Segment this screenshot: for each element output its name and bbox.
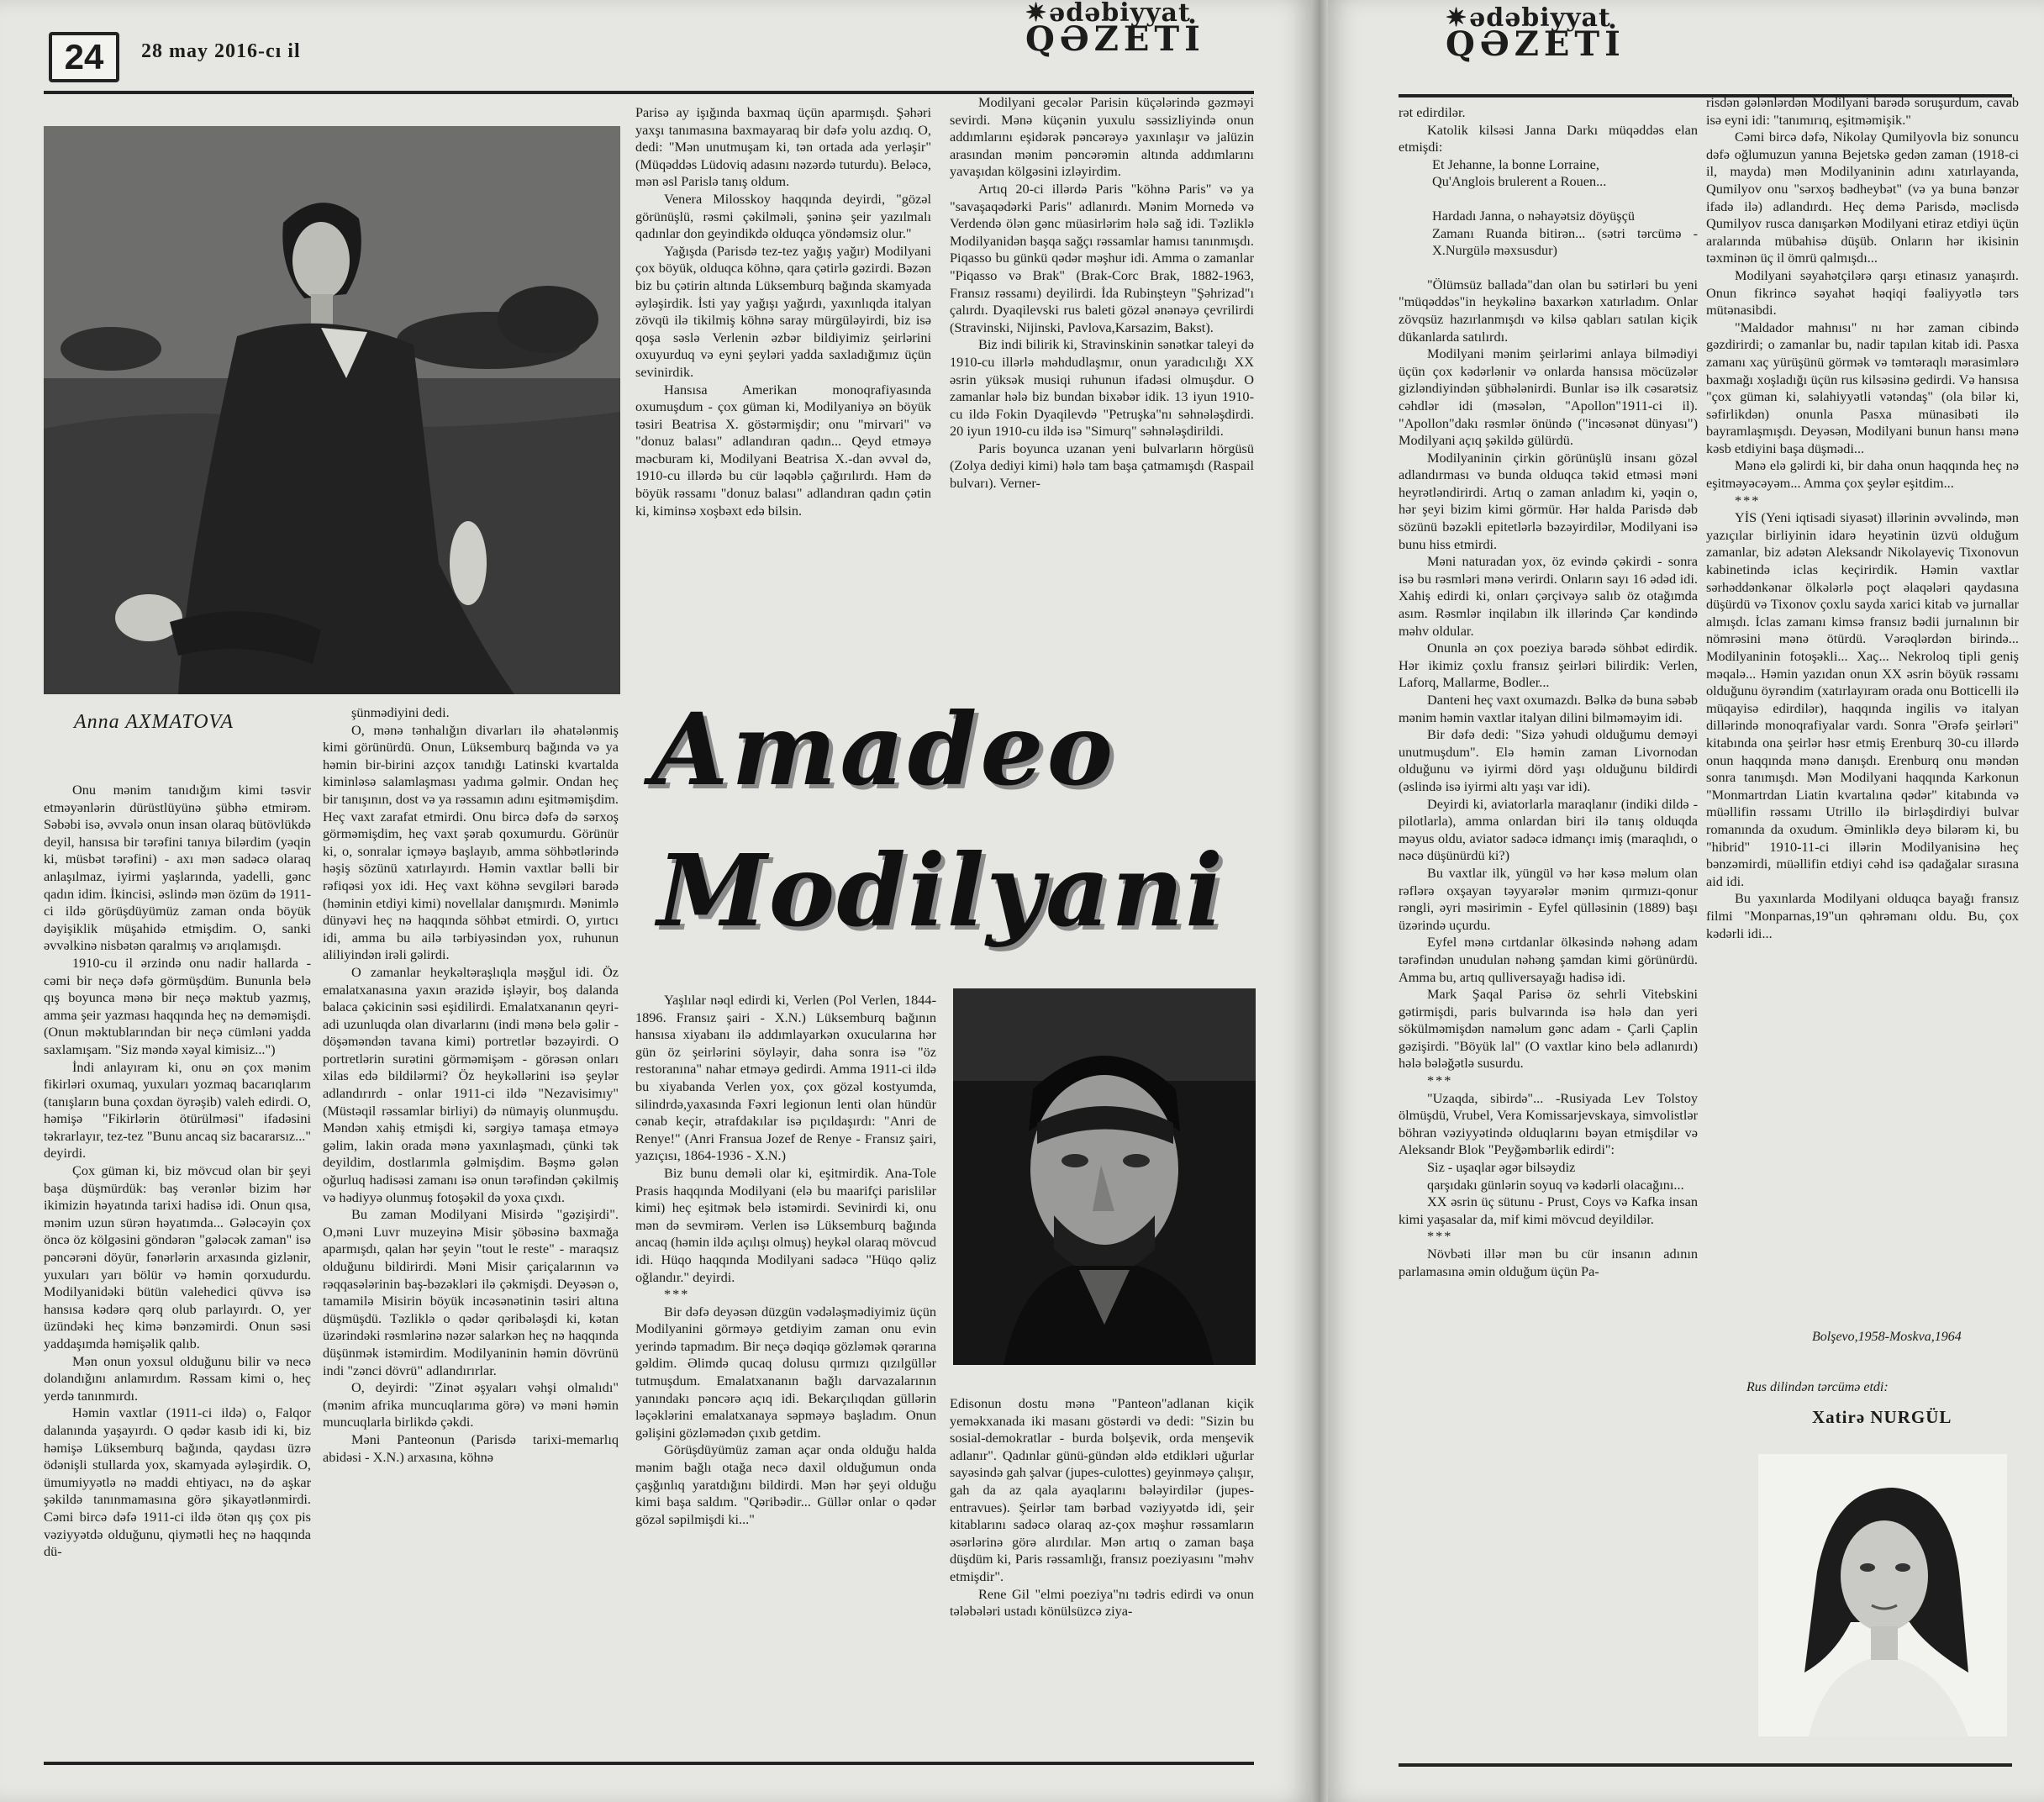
paragraph: Məni Panteonun (Parisdə tarixi-memarlıq abidəsi - X.N.) arxasına, köhnə [323,1431,619,1465]
translation-credit: Rus dilindən tərcümə etdi: [1746,1380,1889,1394]
paragraph: Siz - uşaqlar əgər bilsəydiz [1427,1159,1576,1176]
translator-name: Xatirə NURGÜL [1812,1407,1952,1427]
page-number: 24 [64,37,104,76]
paragraph: Rene Gil "elmi poeziya"nı tədris edirdi və onun tələbələri ustadı könülsüzcə ziya- [950,1585,1254,1620]
paragraph: Modilyaninin çirkin görünüşlü insanı gözəl adlandırması və bunda olduqca təkid etməsi məni heyrətləndirirdi. Artıq o zaman anladım ki, yəqin o, hər şeyi bizim kimi görmür. Hər halda Parisdə dəb sözünü bəzəkli epitetlərlə bəzəyirdilər, Modilyani isə bunu hiss etmirdi. [1399,449,1698,552]
column-4-top [950,94,1254,682]
column-6 [1706,94,2019,1318]
paragraph: XX əsrin üç sütunu - Prust, Coys və Kafka insan kimi yaşasalar da, mif kimi mövcud deyildilər. [1399,1193,1698,1227]
paragraph: Bu yaxınlarda Modilyani olduqca bayağı fransız filmi "Monparnas,19"un qəhrəmanı oldu. Bu, çox kədərli idi... [1706,890,2019,941]
paragraph: Biz bunu deməli olar ki, eşitmirdik. Ana-Tole Prasis haqqında Modilyani (elə bu maarifçi parislilər kimi) heç eşitmək belə istəmirdi. Sevinirdi ki, onu mən də sevmirəm. Verlen isə Lüksemburq bağında ancaq (həmin ildə açılışı olmuş) heykəl olaraq mövcud idi. Hüqo haqqında Modilyani sadəcə "Hüqo qəliz oğlandır." deyirdi. [635,1164,936,1285]
issue-date: 28 may 2016-cı il [141,40,301,62]
headline-line1: Amadeo [651,691,1117,808]
paragraph: Yaşlılar nəql edirdi ki, Verlen (Pol Verlen, 1844-1896. Fransız şairi - X.N.) Lüksemburq bağının hansısa xiyabanı ilə addımlayarkən oxucularına hər gün öz şeirlərini söyləyir, daha sonra isə "öz restoranına" nahar etməyə gedirdi. Amma 1911-ci ildə bu xiyabanda Verlen yox, çox gözəl kostyumda, silindrdə,yaxasında Fəxri legionun lenti olan hündür cənab keçir, ətrafdakılar isə pıçıldaşırdı: "Anri de Renye!" (Anri Fransua Jozef de Renye - Fransız şairi, yazıçısı, 1864-1936 - X.N.) [635,992,936,1164]
masthead-logo-right [1446,3,1625,64]
paragraph: Cəmi bircə dəfə, Nikolay Qumilyovla biz sonuncu dəfə oğlumuzun yanına Bejetskə gedən zaman (1918-ci il, mayda) mən Modilyaninin adını xatırlayanda, Qumilyov onu "sərxoş bədheybət" (və ya buna bənzər ifadə ilə) adlandırdı. Heç demə Parisdə, məclisdə Qumilyov rusca danışarkən Modilyani etiraz etdiyi üçün aralarında mübahisə düşüb. Onların hər ikisinin təxminən üç il ömrü qalmışdı... [1706,129,2019,266]
paragraph: Bir dəfə deyəsən düzgün vədələşmədiyimiz üçün Modilyanini görməyə getdiyim zaman onu evin yerində tapmadım. Bir neçə dəqiqə gözləmək qərarına gəldim. Əlimdə qucaq dolusu qırmızı qızılgüllər tutmuşdum. Emalatxananın bağlı darvazalarının yanındakı pəncərə açıq idi. Bekarçılıqdan güllərin ləçəklərini emalatxanaya səpməyə başladım. Onun gəlişini gözləmədən çıxıb getdim. [635,1303,936,1441]
paragraph: Eyfel mənə cırtdanlar ölkəsində nəhəng adam tərəfindən unudulan nəhəng şamdan kimi görünürdü. Amma bu, artıq qulliversayağı hadisə idi. [1399,934,1698,985]
paragraph: Növbəti illər mən bu cür insanın adının parlamasına əmin olduğum üçün Pa- [1399,1246,1698,1279]
paragraph: risdən gələnlərdən Modilyani barədə soruşurdum, cavab isə eyni idi: "tanımırıq, eşitməmişik." [1706,94,2019,128]
poem-line: Zamanı Ruanda bitirən... (sətri tərcümə - X.Nurgülə məxsusdur) [1432,224,1698,259]
masthead-line1: ədəbiyyat [1469,3,1611,33]
page-gutter [1311,0,1328,1802]
paragraph: Biz indi bilirik ki, Stravinskinin sənətkar taleyi də 1910-cu illərlə məhdudlaşmır, onun yaradıcılığı XX əsrin yüksək musiqi ruhunun ifadəsi olmuşdur. O zamanlar hələ biz bundan bixəbər idik. 13 iyun 1910-cu ildə Fokin Dyaqilevdə "Petruşka"nı səhnələşdirdi. 20 iyun 1910-cu ildə isə "Simurq" səhnələşdirildi. [950,336,1254,440]
footer-rule [44,1762,1254,1765]
paragraph: Mark Şaqal Parisə öz sehrli Vitebskini gətirmişdi, paris bulvarında isə hələ dan yeri sökülməmişdən naməlum gənc adam - Çarli Çaplin gəzişirdi. "Böyük lal" (O vaxtlar kino belə adlanırdı) hələ bələğətlə susurdu. [1399,986,1698,1072]
paragraph: Onunla ən çox poeziya barədə söhbət edirdik. Hər ikimiz çoxlu fransız şeirləri bilirdik: Verlen, Laforq, Mallarme, Bodler... [1399,640,1698,691]
column-3-top [635,104,931,684]
paragraph: qarşıdakı günlərin soyuq və kədərli olacağını... [1427,1176,1684,1193]
paragraph: Görüşdüyümüz zaman açar onda olduğu halda mənim bağlı otağa necə daxil olduğumun onda çaşğınlıq yaratdığını bildirdi. Mən hər şeyi olduğu kimi başa saldım. "Qəribədir... Güllər onlar o qədər gözəl səpilmişdi ki..." [635,1441,936,1527]
headline-line2: Modilyani [657,832,1225,949]
footer-rule [1399,1763,2012,1767]
star-emblem-icon: ✷ [1446,3,1468,33]
paragraph: O, mənə tənhalığın divarları ilə əhatələnmiş kimi görünürdü. Onun, Lüksemburq bağında və ya həmin bir-birini azçox tanıdığı Latinski kvartalda kiminləsə salamlaşması yadıma gəlmir. Ondan heç bir tanışının, dost və ya rəssamın adını eşitməmişdim. Heç vaxt zarafat etmirdi. Onu bircə dəfə də sərxoş görməmişdim, heç vaxt şərab qoxumurdu. Görünür ki, o, sonralar içməyə başlayıb, amma söhbətlərində həşiş sözünü xatırlayırdı. Həmin vaxtlar bəlli bir rəfiqəsi yox idi. Heç vaxt köhnə sevgiləri barədə (həminin etdiyi kimi) novellalar danışmırdı. Mənimlə dünyəvi heç nə haqqında söhbət etmirdi. O, yırtıcı idi, amma bu ailə tərbiyəsindən yox, ruhunun aliliyindən irəli gəlirdi. [323,721,619,963]
section-separator: *** [1427,1228,1453,1245]
paragraph: Yağışda (Parisdə tez-tez yağış yağır) Modilyani çox böyük, olduqca köhnə, qara çətirlə gəzirdi. Bəzən biz bu çətirin altında Lüksemburq bağında skamyada əyləşirdik. İsti yay yağışı yağırdı, yaxınlıqda italyan zövqü ilə tikilmiş köhnə saray mürgüləyirdi, biz isə qoşa səslə Verlenin əzbər bildiyimiz şeirlərini oxuyurduq və eyni şeyləri yadda saxladığımız üçün sevinirdik. [635,242,931,380]
paragraph: Danteni heç vaxt oxumazdı. Bəlkə də buna səbəb mənim həmin vaxtlar italyan dilini bilməməyim idi. [1399,692,1698,725]
poem-line: Qu'Anglois brulerent a Rouen... [1432,173,1607,190]
poem-line: Hardadı Janna, o nəhayətsiz döyüşçü [1432,207,1635,224]
paragraph: Çox güman ki, biz mövcud olan bir şeyi başa düşmürdük: baş verənlər bizim hər ikimizin həyatında tarixi hadisə idi. Onun qısa, mənim uzun sürən həyatımda... Gələcəyin çox öncə öz kölgəsini göndərən "gələcək zaman" isə pəncərəni döyür, fənərlərin arxasında gizlənir, yuxuları yarı bölür və həmin qorxudurdu. Modilyanidəki bütün valehedici qüvvə isə hansısa kədərə qərq olub parlayırdı. O, yer üzündəki heç kimə bənzəmirdi. Onun səsi yaddaşımda həmişəlik qalıb. [44,1162,311,1352]
paragraph: Modilyani səyahətçilərə qarşı etinasız yanaşırdı. Onun fikrincə səyahət həqiqi fəaliyyətlə tərs mütənasibdi. [1706,266,2019,319]
right-page [1328,0,2044,1802]
translator-photo [1758,1454,2007,1736]
column-1 [44,782,311,1740]
paragraph: Deyirdi ki, aviatorlarla maraqlanır (indiki dildə - pilotlarla), amma onlardan biri ilə tanış olduqda məyus oldu, aviator sadəcə idmançı imiş (maraqlıdı, o nəcə düşünürdü ki?) [1399,795,1698,864]
paragraph: Həmin vaxtlar (1911-ci ildə) o, Falqor dalanında yaşayırdı. O qədər kasıb idi ki, biz həmişə Lüksemburq bağında, qaydası üzrə ödənişli stullarda yox, skamyada əyləşirdik. O, ümumiyyətlə nə maddi ehtiyacı, nə də aşkar şəkildə tanınmamasına görə şikayətlənmirdi. Cəmi bircə dəfə 1911-ci ildə ötən qış çox pis vəziyyətdə olduğunu, qiymətli heç nə haqqında dü- [44,1404,311,1560]
paragraph: Mən onun yoxsul olduğunu bilir və necə dolandığını anlamırdım. Rəssam kimi o, heç yerdə tanınmırdı. [44,1352,311,1404]
paragraph: Bir dəfə dedi: "Sizə yəhudi olduğumu deməyi unutmuşdum". Elə həmin zaman Livornodan olduğunu və iyirmi dörd yaşı olduğunu bildirdi (əslində isə iyirmi altı yaşı var idi). [1399,726,1698,794]
column-5 [1399,104,1698,1752]
paragraph: Hansısa Amerikan monoqrafiyasında oxumuşdum - çox güman ki, Modilyaniyə ən böyük təsiri Beatrisa X. göstərmişdir; onu "mirvari" və "donuz balası" adlandıran qadın... Qeyd etməyə məcburam ki, Modilyani Beatrisa X.-dan əvvəl də, 1910-cu illərdə bu cür ləqəblə çağırılırdı. Həm də böyük rəssamı "donuz balası" adlandıran qadın çətin ki, kiminsə xoşbəxt edə bilsin. [635,381,931,519]
paragraph: YİS (Yeni iqtisadi siyasət) illərinin əvvəlində, mən yazıçılar birliyinin idarə heyətinin üzvü olduğum zamanlar, biz adətən Aleksandr Nikolayeviç Tixonovun kabinetində iclas keçirirdik. Həmin vaxtlar sərhəddənkənar ölkələrlə poçt əlaqələri qaydasına düşürdü və Tixonov çoxlu sayda xarici kitab və jurnallar almışdı. İclas zamanı kimsə fransız bədii jurnalının bir nömrəsini mənə ötürdü. Vərəqlərdən birində... Modilyaninin fotoşəkli... Xaç... Nekroloq tipli geniş məqalə... Həmin yazıdan onun XX əsrin böyük rəssamı olduğunu öyrəndim (xatırlayıram orada onu Botticelli ilə müqayisə edirdilər), haqqında ingilis və italyan dillərində monoqrafiyalar vardı. Sonra "Ərəfə şeirləri" kitabında ona şeirlər həsr etmiş Erenburq 30-cu illərdə onun haqqında mənə danışdı. Erenburq onu məndən sonra tanımışdı. Mən Modilyani haqqında Karkonun "Monmartrdan Liatin kvartalına qədər" kitabında və müəllifin rəssamı Utrillo ilə birləşdirdiyi bulvar romanında da oxudum. Əminliklə deyə bilərəm ki, bu "hibrid" 1910-11-ci illərin Modilyanisinə heç bənzəmirdi, müəllifin etdiyi cəhd isə qadağalar sırasına aid idi. [1706,509,2019,889]
column-2 [323,704,619,1740]
paragraph: Artıq 20-ci illərdə Paris "köhnə Paris" və ya "savaşaqədərki Paris" adlanırdı. Mənim Mornedə və Verdendə ölən gənc müasirlərim hələ sağ idi. Təzliklə Modilyanidən başqa sağçı rəssamlar hamısı tanınmışdı. Piqasso bu günkü qədər məşhur idi. Amma o zamanlar "Piqasso və Brak" (Brak-Corc Brak, 1882-1963, Fransız rəssamı) deyilirdi. İda Rubinşteyn "Şəhrizad"ı çalırdı. Dyaqilevski rus baleti gözəl ənənəyə çevrilirdi (Stravinski, Nijinski, Pavlova,Karsazim, Bakst). [950,180,1254,335]
poem-line: Et Jehanne, la bonne Lorraine, [1432,155,1599,172]
section-separator: *** [1735,492,1761,508]
paragraph: Parisə ay işığında baxmaq üçün aparmışdı. Şəhəri yaxşı tanımasına baxmayaraq bir dəfə yolu azdıq. O, dedi: "Mən unutmuşam ki, tən ortada ada yerləşir" (Müqəddəs Lüdoviq adasını nəzərdə tuturdu). Beləcə, mən əsl Parislə tanış oldum. [635,104,931,190]
paragraph: Bu vaxtlar ilk, yüngül və hər kəsə məlum olan rəflərə oxşayan təyyarələr mənim qırmızı-qonur rəngli, əyri məsirimin - Eyfel qülləsinin (1889) başı üzərində uçurdu. [1399,864,1698,933]
masthead-line2: QƏZETİ [1446,24,1625,64]
paragraph: Modilyani mənim şeirlərimi anlaya bilmədiyi üçün çox kədərlənir və onlarda hansısa möcüzələr gizləndiyindən şübhələnirdi. Bunlar isə ilk cəsarətsiz cəhdlər idi (məsələn, "Apollon"1911-ci il). "Apollon"dakı rəsmlər önündə ("incəsənət dünyası") Modilyani açıq şəkildə gülürdü. [1399,345,1698,449]
paragraph: 1910-cu il ərzində onu nadir hallarda - cəmi bir neçə dəfə görmüşdüm. Bununla belə qış boyunca mənə bir neçə məktub yazmış, amma şeir yazması haqqında heç nə deməmişdi. (Onun məktublarından bir neçə cümləni yadda saxlamışam. "Siz məndə xəyal kimisiz...") [44,954,311,1057]
modigliani-portrait-photo [953,988,1256,1365]
masthead-line2: QƏZETİ [1025,19,1205,59]
signature-place-date: Bolşevo,1958-Moskva,1964 [1812,1330,1962,1344]
paragraph: O, deyirdi: "Zinət əşyaları vəhşi olmalıdı" (mənim afrika muncuqlarıma görə) və məni həmin muncuqlarla birlikdə çəkdi. [323,1379,619,1431]
page-number-box [49,32,119,82]
paragraph: O zamanlar heykəltəraşlıqla məşğul idi. Öz emalatxanasına yaxın ərazidə işləyir, boş dalanda balaca çəkicinin səsi eşidilirdi. Emalatxananın qeyri-adi uzunluqda olan divarlarını (indi mənə belə gəlir - döşəməndən tavana kimi) portretlər bəzəyirdi. O portretlərin surətini görməmişəm - görəsən onları xilas edə bildilərmi? Öz heykəllərini isə şeylər adlandırırdı - onlar 1911-ci ildə "Nezavisimıy" (Müstəqil rəssamlar birliyi) də nümayiş olunmuşdu. Məndən xahiş etmişdi ki, sərgiyə tamaşa etməyə gəlim, lakin orada mənə yaxınlaşmadı, çünki tək deyildim, dostlarımla gəlmişdim. Bəşmə gələn oğurluq hadisəsi zamanı isə onun tərəfindən çəkilmiş və hədiyyə olunmuş fotoşəkil də yoxa çıxdı. [323,963,619,1205]
paragraph: Onu mənim tanıdığım kimi təsvir etməyənlərin dürüstlüyünə şübhə etmirəm. Səbəbi isə, əvvələ onun insan olaraq bütövlükdə deyil, hansısa bir tərəfini tanıya bilərdim (yəqin ki, müsbət tərəfini) - axı mən sadəcə olaraq anlaşılmaz, iyirmi yaşlarında, yadelli, gənc qadın idim. İkincisi, əslində mən özüm də 1911-ci ildə görüşdüyümüz zaman onda böyük dəyişiklik müşahidə etmişdim. O, sanki əvvəlkinə nisbətən qaralmış və arıqlamışdı. [44,782,311,954]
star-emblem-icon: ✷ [1025,0,1048,28]
paragraph: "Maldador mahnısı" nı hər zaman cibində gəzdirirdi; o zamanlar bu, nadir tapılan kitab idi. Pasxa zamanı xaç yürüşünü görmək və təmtəraqlı mərasimlərə baxmağı xoşladığı üçün rus kilsəsinə gedirdi. Və hansısa "çox güman ki, səlahiyyətli vətəndaş" (ola bilər ki, səfirlikdən) onunla Pasxa münasibəti ilə bayramlaşmışdı. Deyəsən, Modilyani bunun hansı mənə kəsb etdiyini başa düşmədi... [1706,319,2019,456]
painting-caption: Anna AXMATOVA [74,711,234,733]
paragraph: Venera Milosskoy haqqında deyirdi, "gözəl görünüşlü, rəsmi çəkilməli, şəninə şeir yazılmalı qadınlar don geyindikdə olduqca yöndəmsiz olur." [635,190,931,242]
paragraph: Bu zaman Modilyani Misirdə "gəzişirdi". O,məni Luvr muzeyinə Misir şöbəsinə baxmağa aparmışdı, qalan hər şeyin "tout le reste" - maraqsız olduğunu bildirirdi. Məni Misir çariçalarının və rəqqasələrinin baş-bəzəkləri ilə çəkmişdi. Deyəsən o, tamamilə Misirin böyük incəsənətinin təsiri altına düşmüşdü. Təzliklə o qədər qəribələşdi ki, kətan üzərindəki rəsmlərinə nəzər salarkən heç nə haqqında düşünmək istəmirdim. Modilyaninin həmin dövrünü indi "zənci dövrü" adlandırırlar. [323,1206,619,1378]
column-4-bottom [950,1395,1254,1740]
paragraph: "Ölümsüz ballada"dan olan bu sətirləri bu yeni "müqəddəs"in heykəlinə baxarkən xatırladım. Onlar zövqsüz hazırlanmışdı və kilsə qabları satılan kiçik dükanlarda satılırdı. [1399,276,1698,345]
paragraph: şünmədiyini dedi. [351,704,450,720]
paragraph: Mənə elə gəlirdi ki, bir daha onun haqqında heç nə eşitməyəcəyəm... Amma çox şeylər eşitdim... [1706,457,2019,492]
paragraph: Edisonun dostu mənə "Panteon"adlanan kiçik yeməkxanada iki masanı göstərdi və dedi: "Sizin bu sosial-demokratlar - burda bolşevik, orda menşevik adlanır". Qadınlar günü-gündən əldə etdikləri uğurlar sayəsində gah şalvar (jupes-culottes) geyinməyə çalışır, gah da az qala ayaqlarını bələyirdilər (jupes-entravues). Şeirlər tam bərbad vəziyyətdə idi, şeir kitablarını sadəcə olaraq az-çox məşhur rəssamların əsərlərinə görə alırdılar. Mən artıq o zaman başa düşdüm ki, Paris rəssamlığı, fransız poeziyasını "məhv etmişdir". [950,1395,1254,1584]
paragraph: İndi anlayıram ki, onu ən çox mənim fikirləri oxumaq, yuxuları yozmaq bacarıqlarım (tanışların buna çoxdan öyrəşib) valeh edirdi. O, həmişə "Fikirlərin ötürülməsi" ifadəsini təkrarlayır, tez-tez "Bunu ancaq siz bacararsız..." deyirdi. [44,1058,311,1162]
paragraph: Paris boyunca uzanan yeni bulvarların hörgüsü (Zolya dediyi kimi) hələ tam başa çatmamışdı (Raspail bulvarı). Verner- [950,440,1254,492]
section-separator: *** [1427,1072,1453,1089]
section-separator: *** [664,1286,690,1303]
paragraph: Katolik kilsəsi Janna Darkı müqəddəs elan etmişdi: [1399,121,1698,155]
paragraph: "Uzaqda, sibirdə"... -Rusiyada Lev Tolstoy ölmüşdü, Vrubel, Vera Komissarjevskaya, simvolistlər böhran vəziyyətində olduqlarını bəyan etmişdilər və Aleksandr Blok "Peyğəmbərlik edirdi": [1399,1089,1698,1158]
portrait-painting [44,126,620,694]
column-3-bottom [635,992,936,1740]
paragraph: Modilyani gecələr Parisin küçələrində gəzməyi sevirdi. Mənə küçənin yuxulu səssizliyində onun addımlarını eşidərək pəncərəyə yaxınlaşır və jalüzin arasından mənim pəncərəmin altında addımlarını yavaşıdan kölgəsini izləyirdim. [950,94,1254,180]
paragraph: Məni naturadan yox, öz evində çəkirdi - sonra isə bu rəsmləri mənə verirdi. Onların sayı 16 ədəd idi. Xahiş edirdi ki, onları çərçivəyə salıb öz otağımda asım. Rəsmlər inqilabın ilk illərində Çar kəndində məhv oldular. [1399,553,1698,639]
masthead-logo [1025,0,1205,59]
paragraph: rət edirdilər. [1399,104,1466,120]
masthead-line1: ədəbiyyat [1049,0,1191,28]
